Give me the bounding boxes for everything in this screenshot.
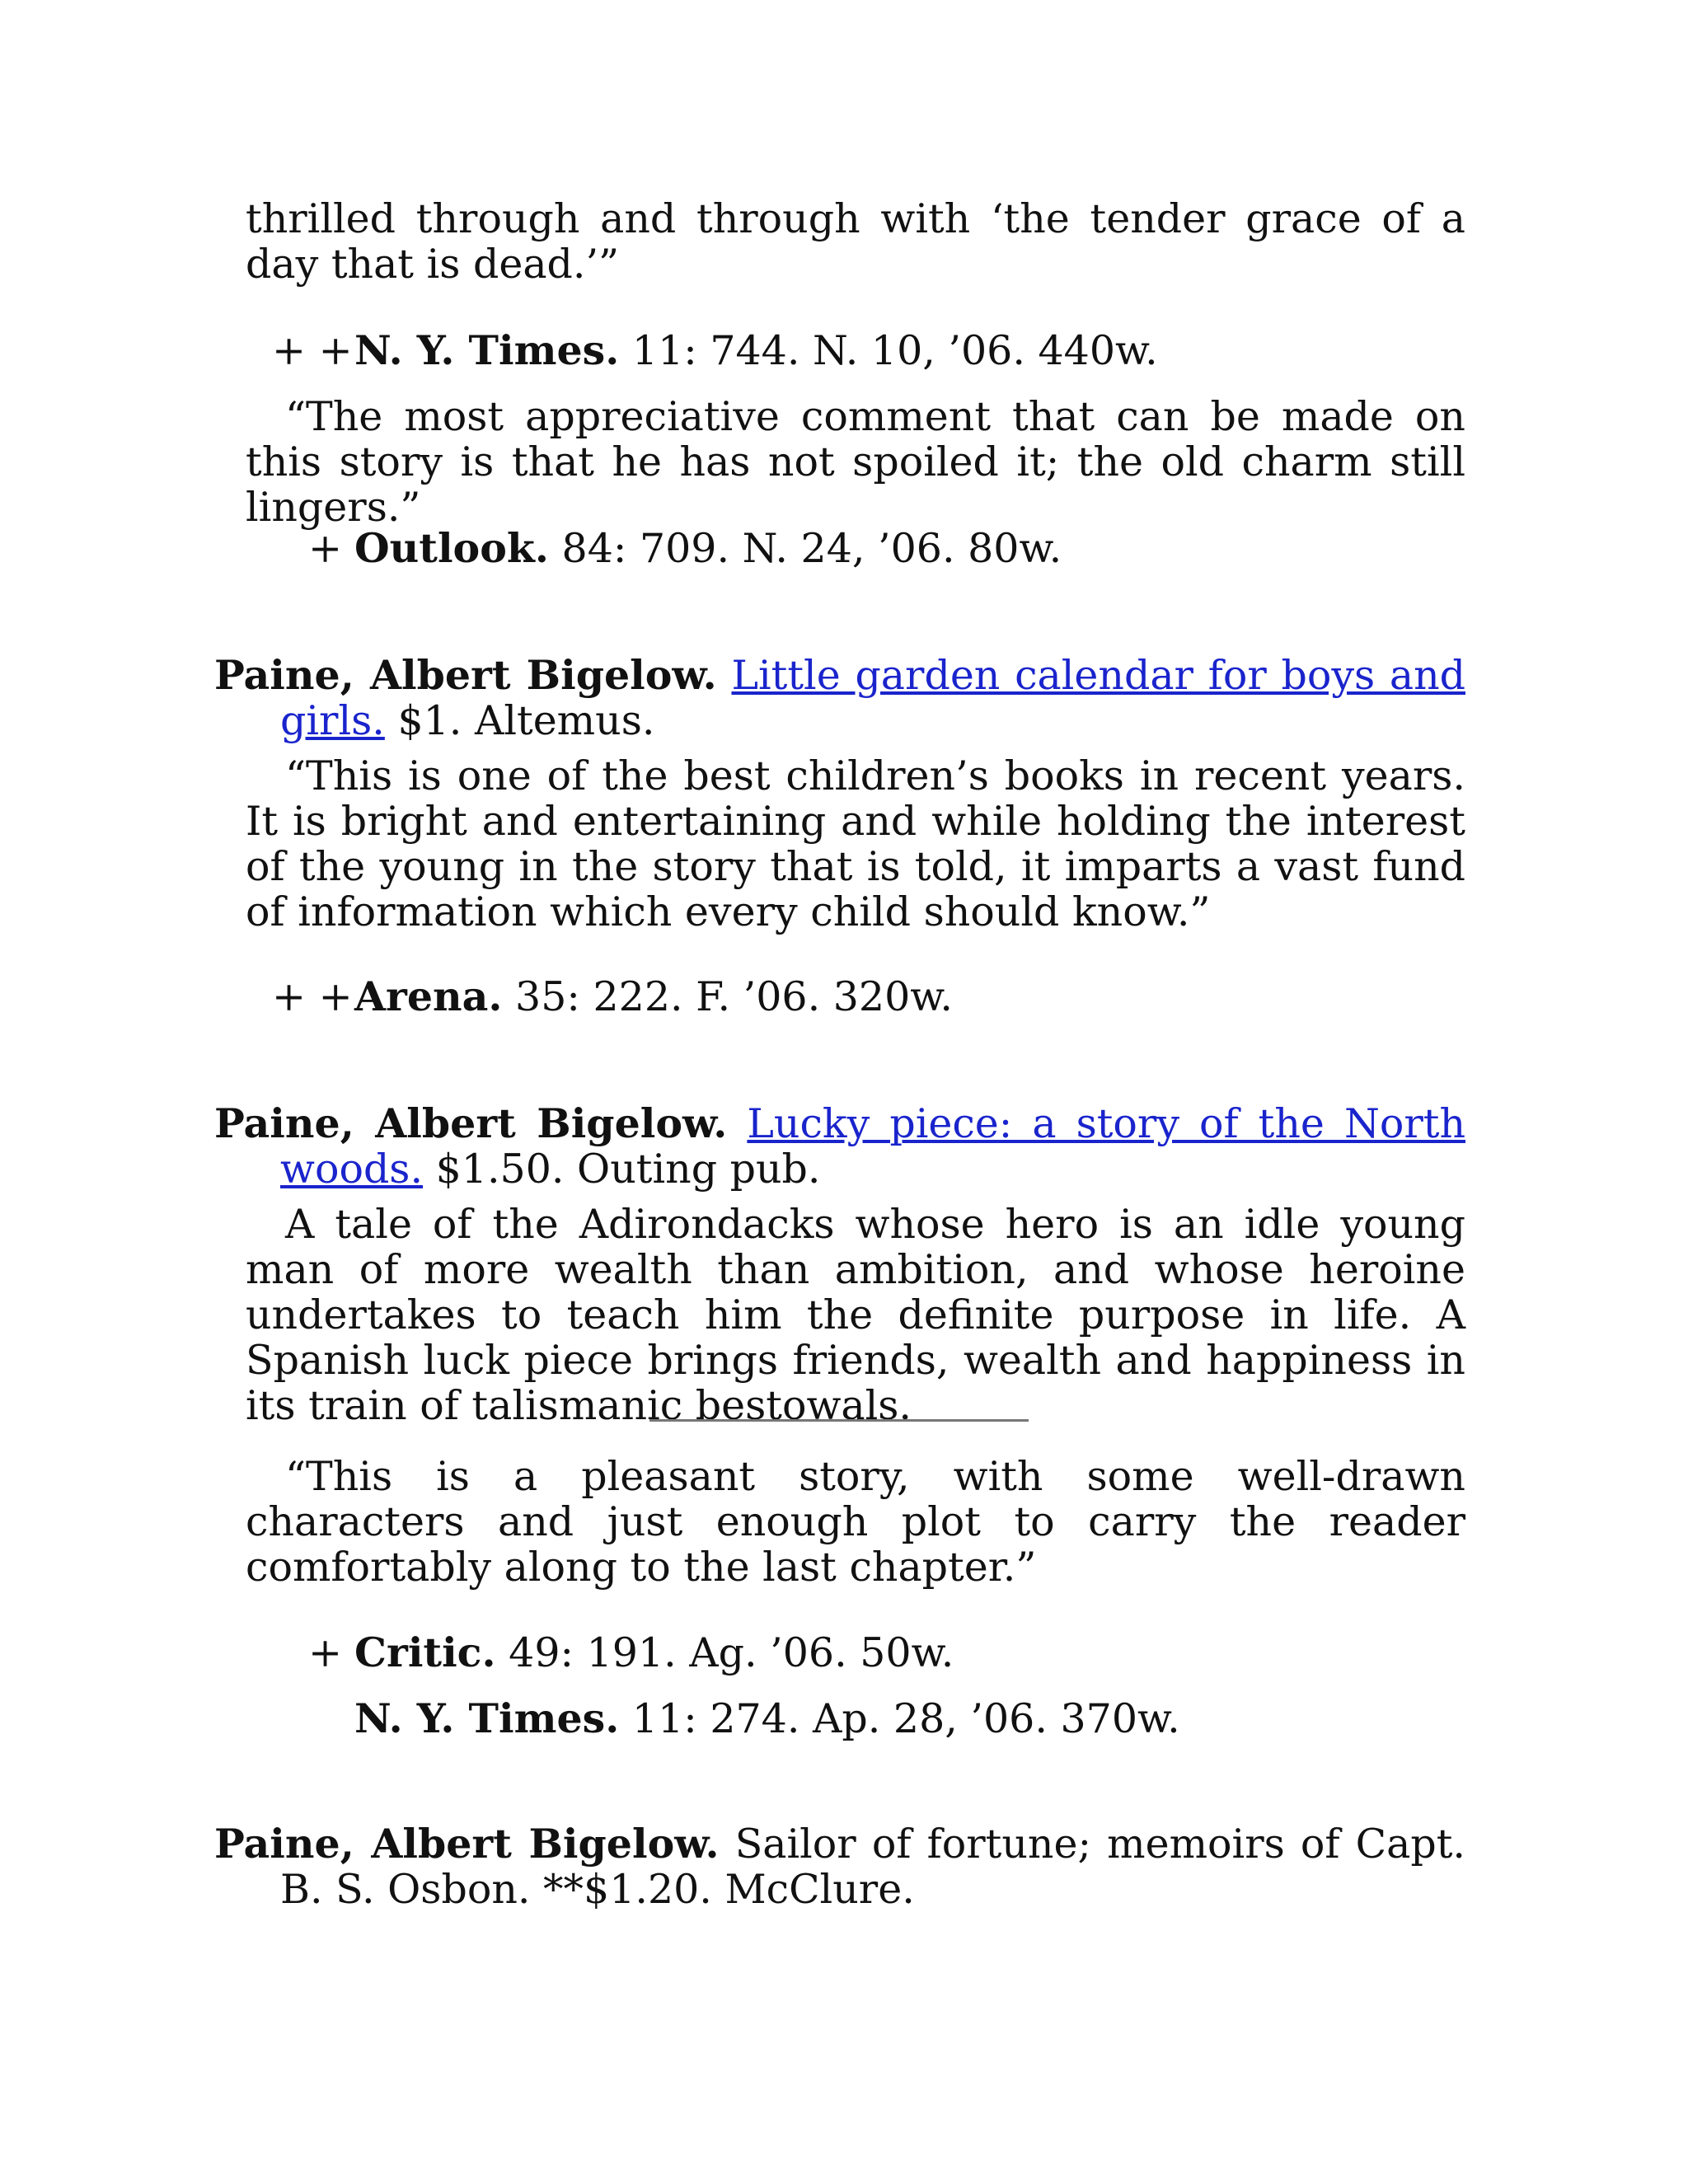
entry-title-link[interactable]: Little garden calendar for boys and girls. (280, 652, 1465, 744)
source-reference: 35: 222. F. ’06. 320w. (515, 973, 953, 1020)
source-name: Critic. (354, 1629, 496, 1676)
review-quote: “The most appreciative comment that can be made on this story is that he has not spoiled it; the old charm still lingers.” (246, 393, 1465, 531)
review-quote-continuation: thrilled through and through with ‘the tender grace of a day that is dead.’” (246, 195, 1465, 288)
source-name: Outlook. (354, 524, 549, 572)
citation-text (354, 1696, 1180, 1741)
review-quote: “This is a pleasant story, with some well-drawn characters and just enough plot to carry the reader comfortably along to the last chapter.” (246, 1453, 1465, 1591)
source-reference: 49: 191. Ag. ’06. 50w. (509, 1629, 954, 1676)
source-reference: 11: 744. N. 10, ’06. 440w. (631, 327, 1158, 374)
entry-author: Paine, Albert Bigelow. (214, 1820, 720, 1868)
rating-marks: + (308, 1629, 343, 1676)
entry-author: Paine, Albert Bigelow. (214, 1099, 728, 1147)
entry-title-link[interactable]: Lucky piece: a story of the North woods. (280, 1100, 1465, 1193)
citation-text (354, 328, 1158, 373)
source-name: N. Y. Times. (354, 1694, 620, 1742)
source-name: N. Y. Times. (354, 326, 620, 374)
book-entry (214, 653, 1465, 743)
entry-author: Paine, Albert Bigelow. (214, 651, 717, 699)
entry-details: Sailor of fortune; memoirs of Capt. B. S. Osbon. **$1.20. McClure. (280, 1821, 1465, 1913)
book-entry (214, 1821, 1465, 1912)
rating-marks: + + (272, 327, 353, 374)
section-divider (649, 1419, 1029, 1422)
rating-marks: + (308, 525, 343, 572)
entry-details: $1. Altemus. (397, 697, 655, 744)
citation-text (354, 526, 1062, 571)
review-quote: “This is one of the best children’s books in recent years. It is bright and entertaining and while holding the interest of the young in the story that is told, it imparts a vast fund of information which every child should know.” (246, 752, 1465, 935)
citation-text (354, 974, 953, 1019)
citation-text (354, 1630, 954, 1675)
rating-marks: + + (272, 973, 353, 1020)
entry-details: $1.50. Outing pub. (435, 1146, 821, 1193)
source-reference: 11: 274. Ap. 28, ’06. 370w. (631, 1695, 1180, 1742)
book-entry (214, 1101, 1465, 1192)
source-reference: 84: 709. N. 24, ’06. 80w. (561, 525, 1062, 572)
source-name: Arena. (354, 972, 503, 1020)
book-description: A tale of the Adirondacks whose hero is an idle young man of more wealth than ambition, and whose heroine undertakes to teach him the definite purpose in life. A Spanish luck piece brings friends, wealth and happiness in its train of talismanic bestowals. (246, 1201, 1465, 1429)
